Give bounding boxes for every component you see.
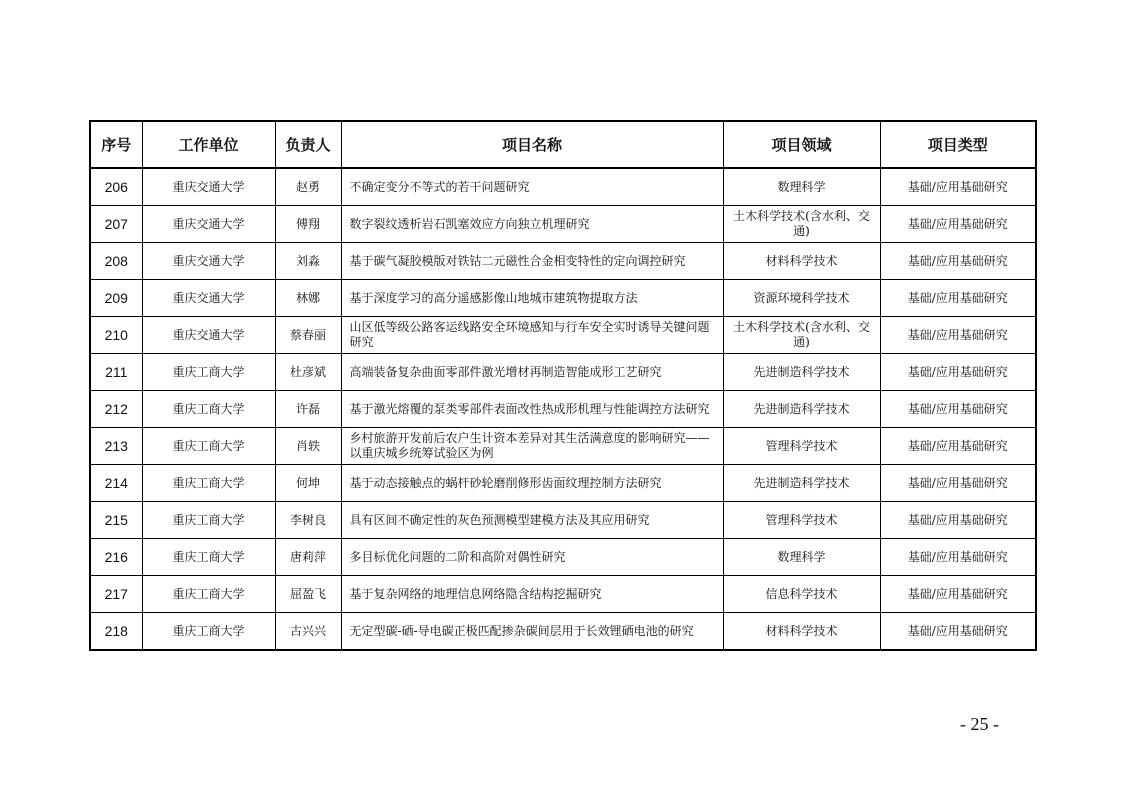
cell-project-name: 乡村旅游开发前后农户生计资本差异对其生活满意度的影响研究——以重庆城乡统筹试验区为例 xyxy=(341,428,723,465)
header-person: 负责人 xyxy=(275,121,341,168)
cell-unit: 重庆交通大学 xyxy=(142,280,275,317)
cell-unit: 重庆工商大学 xyxy=(142,502,275,539)
cell-project-name: 高端装备复杂曲面零部件激光增材再制造智能成形工艺研究 xyxy=(341,354,723,391)
cell-unit: 重庆工商大学 xyxy=(142,576,275,613)
table-row xyxy=(90,280,1036,317)
cell-no: 207 xyxy=(90,206,142,243)
cell-field: 资源环境科学技术 xyxy=(723,280,880,317)
table-row xyxy=(90,317,1036,354)
table-row xyxy=(90,465,1036,502)
cell-type: 基础/应用基础研究 xyxy=(880,391,1036,428)
table-row xyxy=(90,354,1036,391)
cell-no: 213 xyxy=(90,428,142,465)
table-row xyxy=(90,539,1036,576)
cell-project-name: 基于碳气凝胶模版对铁钴二元磁性合金相变特性的定向调控研究 xyxy=(341,243,723,280)
cell-person: 傅翔 xyxy=(275,206,341,243)
cell-unit: 重庆工商大学 xyxy=(142,613,275,651)
cell-no: 214 xyxy=(90,465,142,502)
cell-unit: 重庆交通大学 xyxy=(142,243,275,280)
cell-type: 基础/应用基础研究 xyxy=(880,280,1036,317)
cell-unit: 重庆工商大学 xyxy=(142,354,275,391)
cell-project-name: 山区低等级公路客运线路安全环境感知与行车安全实时诱导关键问题研究 xyxy=(341,317,723,354)
cell-no: 217 xyxy=(90,576,142,613)
cell-field: 数理科学 xyxy=(723,168,880,206)
cell-field: 土木科学技术(含水利、交通) xyxy=(723,206,880,243)
cell-project-name: 多目标优化问题的二阶和高阶对偶性研究 xyxy=(341,539,723,576)
table-row xyxy=(90,576,1036,613)
cell-type: 基础/应用基础研究 xyxy=(880,613,1036,651)
cell-field: 管理科学技术 xyxy=(723,428,880,465)
page-number: - 25 - xyxy=(960,714,999,734)
cell-no: 218 xyxy=(90,613,142,651)
cell-type: 基础/应用基础研究 xyxy=(880,317,1036,354)
cell-person: 许磊 xyxy=(275,391,341,428)
cell-person: 古兴兴 xyxy=(275,613,341,651)
cell-field: 先进制造科学技术 xyxy=(723,391,880,428)
cell-no: 215 xyxy=(90,502,142,539)
cell-type: 基础/应用基础研究 xyxy=(880,243,1036,280)
table-row xyxy=(90,613,1036,651)
cell-unit: 重庆交通大学 xyxy=(142,206,275,243)
cell-no: 210 xyxy=(90,317,142,354)
cell-person: 蔡春丽 xyxy=(275,317,341,354)
header-no: 序号 xyxy=(90,121,142,168)
cell-field: 材料科学技术 xyxy=(723,613,880,651)
cell-no: 209 xyxy=(90,280,142,317)
cell-type: 基础/应用基础研究 xyxy=(880,576,1036,613)
cell-type: 基础/应用基础研究 xyxy=(880,206,1036,243)
cell-type: 基础/应用基础研究 xyxy=(880,465,1036,502)
table-row xyxy=(90,502,1036,539)
table-row xyxy=(90,243,1036,280)
header-type: 项目类型 xyxy=(880,121,1036,168)
cell-person: 李树良 xyxy=(275,502,341,539)
cell-type: 基础/应用基础研究 xyxy=(880,428,1036,465)
cell-project-name: 基于深度学习的高分遥感影像山地城市建筑物提取方法 xyxy=(341,280,723,317)
cell-field: 管理科学技术 xyxy=(723,502,880,539)
cell-unit: 重庆工商大学 xyxy=(142,391,275,428)
cell-field: 先进制造科学技术 xyxy=(723,354,880,391)
cell-unit: 重庆交通大学 xyxy=(142,168,275,206)
cell-no: 212 xyxy=(90,391,142,428)
cell-type: 基础/应用基础研究 xyxy=(880,539,1036,576)
cell-person: 刘淼 xyxy=(275,243,341,280)
cell-no: 206 xyxy=(90,168,142,206)
cell-type: 基础/应用基础研究 xyxy=(880,354,1036,391)
cell-project-name: 不确定变分不等式的若干问题研究 xyxy=(341,168,723,206)
cell-field: 先进制造科学技术 xyxy=(723,465,880,502)
cell-unit: 重庆工商大学 xyxy=(142,539,275,576)
table-row xyxy=(90,206,1036,243)
cell-no: 211 xyxy=(90,354,142,391)
header-field: 项目领域 xyxy=(723,121,880,168)
header-name: 项目名称 xyxy=(341,121,723,168)
cell-person: 杜彦斌 xyxy=(275,354,341,391)
cell-person: 何坤 xyxy=(275,465,341,502)
cell-person: 赵勇 xyxy=(275,168,341,206)
table-row xyxy=(90,391,1036,428)
cell-project-name: 基于激光熔覆的泵类零部件表面改性热成形机理与性能调控方法研究 xyxy=(341,391,723,428)
project-table xyxy=(89,120,1037,651)
cell-field: 材料科学技术 xyxy=(723,243,880,280)
cell-project-name: 基于动态接触点的蜗杆砂轮磨削修形齿面纹理控制方法研究 xyxy=(341,465,723,502)
cell-project-name: 无定型碳-硒-导电碳正极匹配掺杂碳间层用于长效锂硒电池的研究 xyxy=(341,613,723,651)
cell-project-name: 基于复杂网络的地理信息网络隐含结构挖掘研究 xyxy=(341,576,723,613)
cell-type: 基础/应用基础研究 xyxy=(880,168,1036,206)
cell-unit: 重庆工商大学 xyxy=(142,428,275,465)
table-header-row xyxy=(90,121,1036,168)
cell-no: 208 xyxy=(90,243,142,280)
cell-unit: 重庆交通大学 xyxy=(142,317,275,354)
cell-unit: 重庆工商大学 xyxy=(142,465,275,502)
cell-field: 土木科学技术(含水利、交通) xyxy=(723,317,880,354)
header-unit: 工作单位 xyxy=(142,121,275,168)
cell-person: 屈盈飞 xyxy=(275,576,341,613)
cell-type: 基础/应用基础研究 xyxy=(880,502,1036,539)
cell-field: 信息科学技术 xyxy=(723,576,880,613)
cell-project-name: 数字裂纹透析岩石凯塞效应方向独立机理研究 xyxy=(341,206,723,243)
cell-project-name: 具有区间不确定性的灰色预测模型建模方法及其应用研究 xyxy=(341,502,723,539)
table-row xyxy=(90,428,1036,465)
cell-person: 林娜 xyxy=(275,280,341,317)
cell-field: 数理科学 xyxy=(723,539,880,576)
cell-person: 唐莉萍 xyxy=(275,539,341,576)
table-row xyxy=(90,168,1036,206)
cell-no: 216 xyxy=(90,539,142,576)
cell-person: 肖轶 xyxy=(275,428,341,465)
table-body xyxy=(90,168,1036,650)
